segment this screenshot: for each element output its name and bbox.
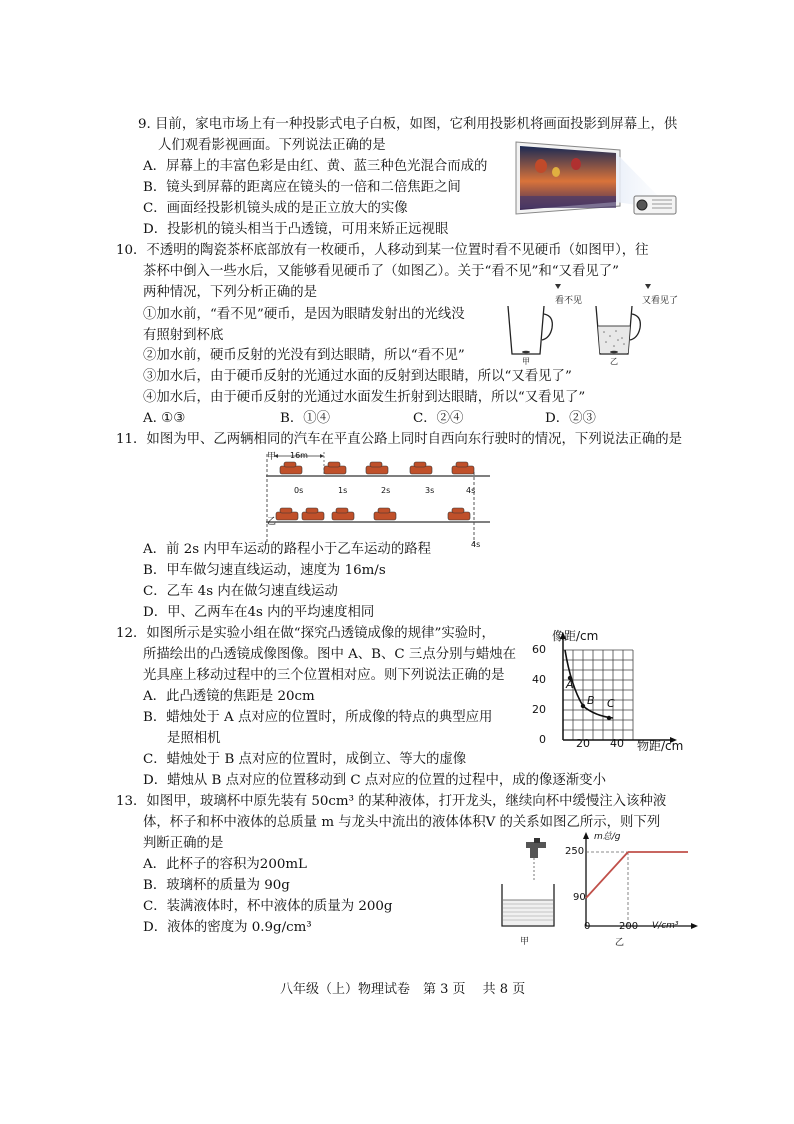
graph12-ytick-60: 60 (532, 643, 546, 656)
graph12-point-a: A (566, 678, 574, 691)
q10-option-b: B．①④ (280, 411, 331, 426)
fig-label-yi: 乙 (610, 357, 618, 366)
q12-option-c: C．蜡烛处于 B 点对应的位置时，成倒立、等大的虚像 (143, 752, 467, 767)
q13-option-a: A．此杯子的容积为200mL (143, 857, 307, 872)
q9-stem-line1: 9. 目前，家电市场上有一种投影式电子白板，如图，它利用投影机将画面投影到屏幕上，供 (138, 117, 678, 132)
graph13-ytick-90: 90 (573, 892, 586, 903)
q9-option-c: C．画面经投影机镜头成的是正立放大的实像 (143, 201, 408, 216)
graph12-point-c: C (607, 697, 615, 710)
fig-time-yi-4s: 4s (471, 540, 481, 549)
graph12-ytick-0: 0 (539, 733, 546, 746)
q10-option-c: C．②④ (413, 411, 464, 426)
q12-option-b-line1: B．蜡烛处于 A 点对应的位置时，所成像的特点的典型应用 (143, 710, 493, 725)
q10-statement-1b: 有照射到杯底 (143, 328, 224, 343)
q13-stem-line2: 体，杯子和杯中液体的总质量 m 与龙头中流出的液体体积V 的关系如图乙所示，则下列 (143, 815, 661, 830)
q12-option-b-line2: 是照相机 (167, 731, 221, 746)
fig-label-see-again: 又看见了 (642, 296, 679, 306)
q9-stem-line2: 人们观看影视画面。下列说法正确的是 (158, 138, 386, 153)
fig-time-2s: 2s (381, 486, 391, 495)
q10-statement-3: ③加水后，由于硬币反射的光通过水面的反射到达眼睛，所以“又看见了” (143, 369, 572, 384)
graph13-ytick-250: 250 (565, 846, 585, 857)
q12-stem-line1: 12．如图所示是实验小组在做“探究凸透镜成像的规律”实验时， (116, 626, 495, 641)
graph12-xtick-40: 40 (610, 737, 624, 750)
q13-option-d: D．液体的密度为 0.9g/cm³ (143, 920, 312, 935)
eye-icon (555, 284, 561, 289)
q12-stem-line3: 光具座上移动过程中的三个位置相对应。则下列说法正确的是 (143, 668, 505, 683)
graph12-ylabel: 像距/cm (552, 629, 599, 643)
graph13-xtick-0: 0 (584, 921, 591, 932)
fig13-label-jia: 甲 (520, 937, 530, 947)
q13-stem-line3: 判断正确的是 (143, 836, 224, 851)
graph12-ytick-20: 20 (532, 703, 546, 716)
graph13-ylabel: m总/g (594, 832, 621, 842)
eye-icon (645, 284, 651, 289)
q10-option-d: D．②③ (545, 411, 596, 426)
q10-option-a: A. ①③ (143, 411, 186, 426)
graph12-xlabel: 物距/cm (637, 739, 684, 753)
q10-stem-line2: 茶杯中倒入一些水后，又能够看见硬币了（如图乙）。关于“看不见”和“又看见了” (143, 264, 619, 279)
fig-label-cannot-see: 看不见 (555, 296, 583, 306)
cup-right (596, 306, 640, 354)
q11-option-b: B．甲车做匀速直线运动，速度为 16m/s (143, 563, 386, 578)
fig-car-yi: 乙 (267, 517, 277, 527)
fig13-label-yi: 乙 (615, 938, 625, 948)
fig-time-3s: 3s (425, 486, 435, 495)
q10-statement-2: ②加水前，硬币反射的光没有到达眼睛，所以“看不见” (143, 348, 465, 363)
fig-time-1s: 1s (338, 486, 348, 495)
fig-time-0s: 0s (294, 486, 304, 495)
faucet-cup-figure (496, 838, 560, 934)
q13-option-c: C．装满液体时，杯中液体的质量为 200g (143, 899, 393, 914)
q9-option-a: A．屏幕上的丰富色彩是由红、黄、蓝三种色光混合而成的 (143, 159, 488, 174)
page-footer: 八年级（上）物理试卷 第 3 页 共 8 页 (280, 982, 526, 997)
q12-option-a: A．此凸透镜的焦距是 20cm (143, 689, 315, 704)
q11-option-a: A．前 2s 内甲车运动的路程小于乙车运动的路程 (143, 542, 431, 557)
projector-figure (508, 136, 678, 228)
q10-stem-line1: 10．不透明的陶瓷茶杯底部放有一枚硬币，人移动到某一位置时看不见硬币（如图甲），往 (116, 243, 649, 258)
graph13-xlabel: V/cm³ (652, 921, 679, 931)
q10-stem-line3: 两种情况，下列分析正确的是 (143, 285, 318, 300)
q11-stem: 11．如图为甲、乙两辆相同的汽车在平直公路上同时自西向东行驶时的情况，下列说法正确的是 (116, 432, 683, 447)
q12-option-d: D．蜡烛从 B 点对应的位置移动到 C 点对应的位置的过程中，成的像逐渐变小 (143, 773, 606, 788)
graph12-point-b: B (587, 694, 595, 707)
graph12-ytick-40: 40 (532, 673, 546, 686)
q13-stem-line1: 13．如图甲，玻璃杯中原先装有 50cm³ 的某种液体，打开龙头，继续向杯中缓慢注入该种液 (116, 794, 667, 809)
fig-car-jia: 甲 (267, 452, 277, 462)
graph12-xtick-20: 20 (576, 737, 590, 750)
q10-statement-1a: ①加水前，“看不见”硬币，是因为眼睛发射出的光线没 (143, 307, 465, 322)
q10-statement-4: ④加水后，由于硬币反射的光通过水面发生折射到达眼睛，所以“又看见了” (143, 390, 586, 405)
graph13-xtick-200: 200 (619, 921, 639, 932)
fig-time-4s: 4s (466, 486, 476, 495)
q12-stem-line2: 所描绘出的凸透镜成像图像。图中 A、B、C 三点分别与蜡烛在 (143, 647, 517, 662)
lens-image-graph (525, 620, 695, 755)
fig-car-distance: 16m (290, 451, 308, 460)
q9-option-d: D．投影机的镜头相当于凸透镜，可用来矫正远视眼 (143, 222, 449, 237)
cars-figure (262, 448, 492, 553)
fig-label-jia: 甲 (522, 357, 530, 366)
q13-option-b: B．玻璃杯的质量为 90g (143, 878, 290, 893)
cup-left (508, 306, 552, 354)
q9-option-b: B．镜头到屏幕的距离应在镜头的一倍和二倍焦距之间 (143, 180, 461, 195)
q11-option-c: C．乙车 4s 内在做匀速直线运动 (143, 584, 338, 599)
q11-option-d: D．甲、乙两车在4s 内的平均速度相同 (143, 605, 375, 620)
